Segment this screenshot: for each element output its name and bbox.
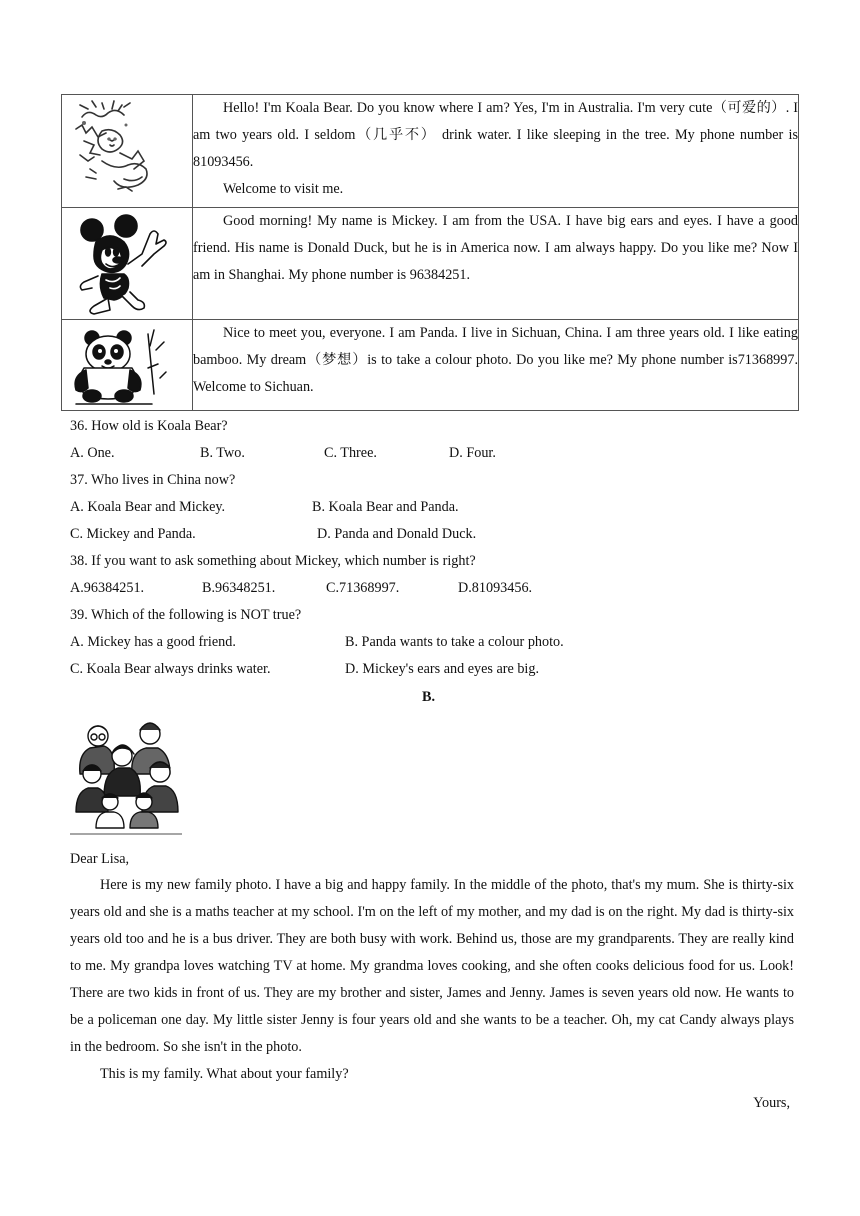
- panda-drawing: [62, 320, 192, 410]
- profile-row-panda: [62, 320, 799, 411]
- answer-option: A. One.: [70, 445, 115, 461]
- letter-paragraph: Here is my new family photo. I have a big and happy family. In the middle of the photo, that's my mum. She is thirty-six years old and she is a maths teacher at my school. I'm on the left of my mother, and my dad is on the right. My dad is thirty-six years old too and he is a bus driver. They are both busy with work. Behind us, those are my grandparents. They are really kind to me. My grandpa loves watching TV at home. My grandma loves cooking, and she often cooks delicious food for us. Look! There are two kids in front of us. They are my brother and sister, James and Jenny. James is seven years old now. He wants to be a policeman one day. My little sister Jenny is four years old and she wants to be a teacher. Oh, my cat Candy always plays in the bedroom. So she isn't in the photo.: [70, 877, 794, 1055]
- question-stem: 38. If you want to ask something about Mickey, which number is right?: [70, 553, 476, 569]
- profile-paragraph: Welcome to visit me.: [223, 181, 344, 197]
- answer-option: D.81093456.: [458, 580, 533, 596]
- letter-signoff: Yours,: [753, 1095, 790, 1111]
- letter-salutation: Dear Lisa,: [70, 851, 130, 867]
- answer-option: D. Four.: [449, 445, 496, 461]
- mickey-drawing: [62, 208, 192, 319]
- question-stem: 37. Who lives in China now?: [70, 472, 236, 488]
- profile-paragraph: Hello! I'm Koala Bear. Do you know where I am? Yes, I'm in Australia. I'm very cute（可爱的）. I am two years old. I seldom（几乎不） drink water. I like sleeping in the tree. My phone number is 81093456.: [193, 100, 798, 170]
- profile-row-mickey: [62, 208, 799, 320]
- koala-drawing: [62, 95, 192, 207]
- question-stem: 39. Which of the following is NOT true?: [70, 607, 302, 623]
- answer-option: D. Mickey's ears and eyes are big.: [345, 661, 540, 677]
- profile-text-panda: [193, 320, 799, 411]
- answer-option: C. Mickey and Panda.: [70, 526, 196, 542]
- answer-option: B.96348251.: [202, 580, 276, 596]
- answer-option: C.71368997.: [326, 580, 400, 596]
- profile-row-koala: [62, 95, 799, 208]
- profile-paragraph: Good morning! My name is Mickey. I am from the USA. I have big ears and eyes. I have a good friend. His name is Donald Duck, but he is in America now. I am always happy. Do you like me? Now I am in Shanghai. My phone number is 96384251.: [193, 213, 798, 283]
- profile-picture-cell: [62, 320, 193, 411]
- answer-option: B. Panda wants to take a colour photo.: [345, 634, 564, 650]
- answer-option: A. Koala Bear and Mickey.: [70, 499, 226, 515]
- profile-text-mickey: [193, 208, 799, 320]
- answer-option: D. Panda and Donald Duck.: [317, 526, 477, 542]
- profiles-table: [61, 94, 799, 411]
- profile-text-koala: [193, 95, 799, 208]
- section-heading: B.: [422, 689, 436, 705]
- profile-picture-cell: [62, 208, 193, 320]
- letter-body: [70, 872, 794, 1088]
- answer-option: C. Three.: [324, 445, 377, 461]
- answer-option: A.96384251.: [70, 580, 145, 596]
- answer-option: A. Mickey has a good friend.: [70, 634, 236, 650]
- answer-option: B. Koala Bear and Panda.: [312, 499, 459, 515]
- profile-picture-cell: [62, 95, 193, 208]
- answer-option: C. Koala Bear always drinks water.: [70, 661, 271, 677]
- answer-option: B. Two.: [200, 445, 245, 461]
- family-photo-drawing: [70, 716, 182, 836]
- question-stem: 36. How old is Koala Bear?: [70, 418, 228, 434]
- letter-paragraph: This is my family. What about your family?: [100, 1066, 349, 1082]
- profile-paragraph: Nice to meet you, everyone. I am Panda. I live in Sichuan, China. I am three years old. I like eating bamboo. My dream（梦想）is to take a colour photo. Do you like me? My phone number is71368997. Welcome to Sichuan.: [193, 325, 798, 395]
